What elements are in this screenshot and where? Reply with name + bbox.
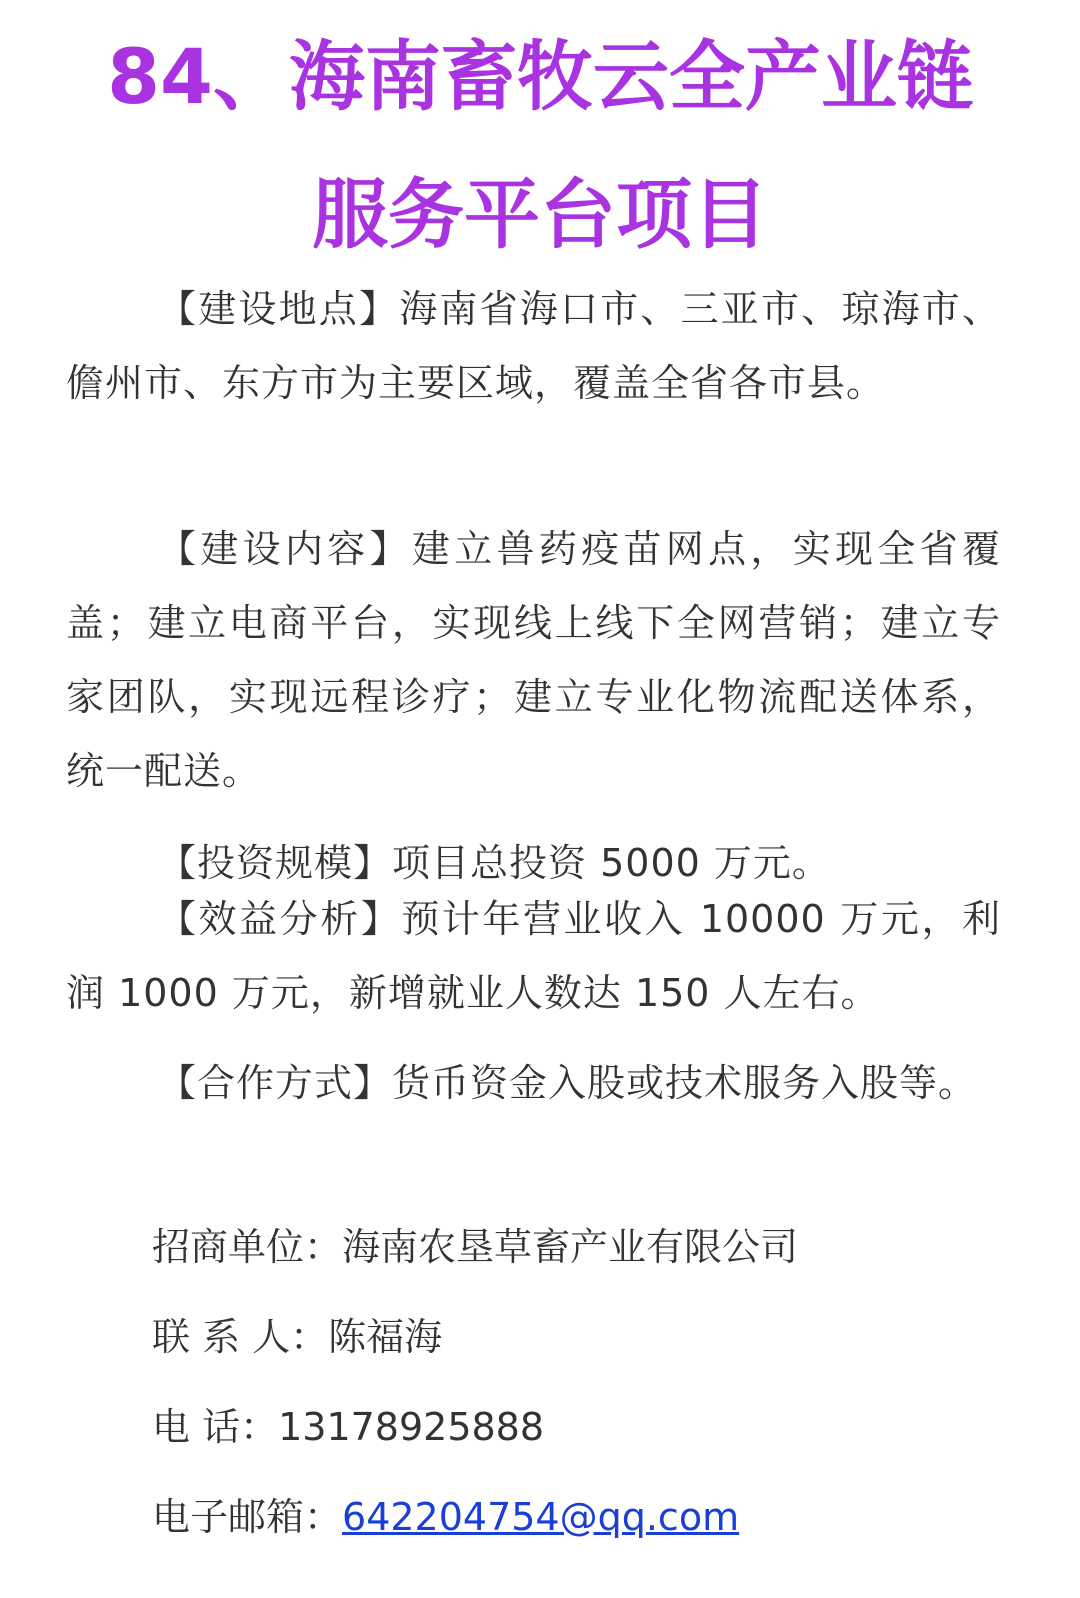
section-label: 【投资规模】 — [158, 841, 393, 885]
section-label: 【建设内容】 — [158, 527, 412, 571]
section-label: 【效益分析】 — [158, 897, 402, 941]
section-text: 预计年营业收入 10000 万元，利润 1000 万元，新增就业人数达 150 人左右。 — [66, 897, 1001, 1015]
contact-person — [152, 1312, 442, 1362]
section-cooperation — [66, 1046, 1001, 1120]
contact-phone-label: 电 话： — [152, 1405, 279, 1449]
contact-email-link[interactable]: 642204754@qq.com — [342, 1495, 740, 1539]
contact-unit-value: 海南农垦草畜产业有限公司 — [342, 1225, 799, 1269]
section-text: 建立兽药疫苗网点，实现全省覆盖；建立电商平台，实现线上线下全网营销；建立专家团队，实现远程诊疗；建立专业化物流配送体系，统一配送。 — [66, 527, 1001, 793]
page-title-line-2: 服务平台项目 — [312, 170, 768, 259]
section-text: 项目总投资 5000 万元。 — [392, 841, 831, 885]
contact-person-label: 联 系 人： — [152, 1315, 329, 1359]
contact-email — [152, 1492, 739, 1542]
section-location — [66, 272, 1001, 420]
section-label: 【建设地点】 — [158, 287, 400, 331]
contact-unit — [152, 1222, 798, 1272]
contact-email-label: 电子邮箱： — [152, 1495, 343, 1539]
contact-person-value: 陈福海 — [328, 1315, 443, 1359]
section-benefit — [66, 882, 1001, 1030]
page-title-line-1: 84、海南畜牧云全产业链 — [107, 32, 973, 121]
section-label: 【合作方式】 — [158, 1061, 393, 1105]
contact-unit-label: 招商单位： — [152, 1225, 343, 1269]
section-text: 货币资金入股或技术服务入股等。 — [392, 1061, 978, 1105]
contact-phone — [152, 1402, 544, 1452]
section-text: 海南省海口市、三亚市、琼海市、儋州市、东方市为主要区域，覆盖全省各市县。 — [66, 287, 1001, 405]
section-content — [66, 512, 1001, 808]
contact-phone-value: 13178925888 — [278, 1405, 545, 1449]
